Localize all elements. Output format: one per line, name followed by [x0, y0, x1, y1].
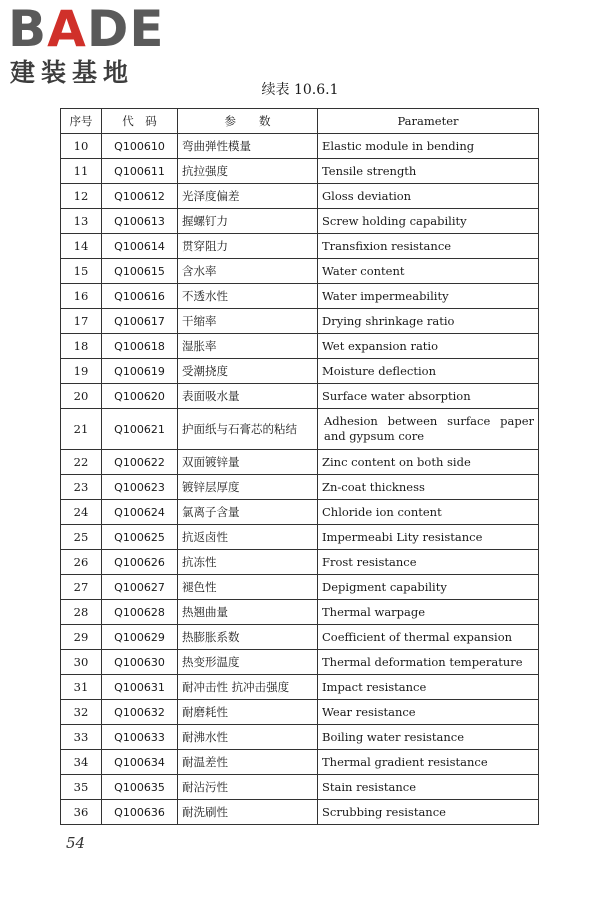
cell-parameter-en: Stain resistance — [318, 775, 539, 800]
cell-number: 25 — [61, 525, 102, 550]
cell-parameter-cn: 受潮挠度 — [178, 359, 318, 384]
cell-code: Q100614 — [102, 234, 178, 259]
table-caption: 续表 10.6.1 — [261, 82, 339, 98]
cell-parameter-cn: 氯离子含量 — [178, 500, 318, 525]
cell-code: Q100629 — [102, 625, 178, 650]
cell-parameter-cn: 褪色性 — [178, 575, 318, 600]
cell-code: Q100620 — [102, 384, 178, 409]
cell-parameter-cn: 耐磨耗性 — [178, 700, 318, 725]
logo-subtitle: 建装基地 — [10, 58, 135, 87]
cell-parameter-cn: 热变形温度 — [178, 650, 318, 675]
table-row — [61, 575, 539, 600]
logo-wordmark: BADE — [8, 0, 165, 58]
cell-number: 35 — [61, 775, 102, 800]
cell-number: 33 — [61, 725, 102, 750]
cell-code: Q100619 — [102, 359, 178, 384]
cell-number: 14 — [61, 234, 102, 259]
cell-parameter-cn: 抗拉强度 — [178, 159, 318, 184]
cell-parameter-en: Wet expansion ratio — [318, 334, 539, 359]
table-row — [61, 775, 539, 800]
cell-number: 36 — [61, 800, 102, 825]
cell-number: 26 — [61, 550, 102, 575]
cell-parameter-cn: 不透水性 — [178, 284, 318, 309]
cell-number: 15 — [61, 259, 102, 284]
cell-parameter-cn: 弯曲弹性模量 — [178, 134, 318, 159]
cell-parameter-cn: 耐温差性 — [178, 750, 318, 775]
cell-code: Q100610 — [102, 134, 178, 159]
cell-code: Q100611 — [102, 159, 178, 184]
cell-number: 17 — [61, 309, 102, 334]
cell-code: Q100623 — [102, 475, 178, 500]
header-parameter-en: Parameter — [318, 109, 539, 134]
cell-parameter-cn: 表面吸水量 — [178, 384, 318, 409]
cell-number: 19 — [61, 359, 102, 384]
cell-parameter-cn: 贯穿阻力 — [178, 234, 318, 259]
cell-parameter-cn: 热膨胀系数 — [178, 625, 318, 650]
cell-parameter-en: Frost resistance — [318, 550, 539, 575]
table-row — [61, 800, 539, 825]
cell-number: 30 — [61, 650, 102, 675]
cell-number: 18 — [61, 334, 102, 359]
cell-parameter-en: Adhesion between surface paper and gypsum core — [318, 409, 539, 450]
table-row — [61, 600, 539, 625]
table-row — [61, 475, 539, 500]
cell-parameter-cn: 双面镀锌量 — [178, 450, 318, 475]
cell-number: 23 — [61, 475, 102, 500]
cell-parameter-en: Impact resistance — [318, 675, 539, 700]
table-row — [61, 409, 539, 450]
table-row — [61, 234, 539, 259]
cell-number: 32 — [61, 700, 102, 725]
table-row — [61, 209, 539, 234]
cell-parameter-cn: 耐冲击性 抗冲击强度 — [178, 675, 318, 700]
table-row — [61, 700, 539, 725]
cell-number: 10 — [61, 134, 102, 159]
table-row — [61, 134, 539, 159]
cell-code: Q100621 — [102, 409, 178, 450]
cell-parameter-en: Wear resistance — [318, 700, 539, 725]
cell-code: Q100632 — [102, 700, 178, 725]
table-row — [61, 675, 539, 700]
cell-parameter-en: Zinc content on both side — [318, 450, 539, 475]
parameter-table — [60, 108, 539, 825]
table-row — [61, 184, 539, 209]
cell-code: Q100628 — [102, 600, 178, 625]
cell-parameter-en: Thermal deformation temperature — [318, 650, 539, 675]
cell-number: 20 — [61, 384, 102, 409]
cell-number: 34 — [61, 750, 102, 775]
cell-code: Q100616 — [102, 284, 178, 309]
cell-number: 27 — [61, 575, 102, 600]
table-row — [61, 159, 539, 184]
cell-parameter-en: Gloss deviation — [318, 184, 539, 209]
cell-code: Q100626 — [102, 550, 178, 575]
table-row — [61, 334, 539, 359]
table-row — [61, 259, 539, 284]
cell-parameter-cn: 湿胀率 — [178, 334, 318, 359]
cell-parameter-cn: 热翘曲量 — [178, 600, 318, 625]
cell-code: Q100634 — [102, 750, 178, 775]
cell-parameter-en: Boiling water resistance — [318, 725, 539, 750]
cell-parameter-en: Water impermeability — [318, 284, 539, 309]
cell-parameter-en: Thermal gradient resistance — [318, 750, 539, 775]
cell-parameter-en: Depigment capability — [318, 575, 539, 600]
cell-number: 24 — [61, 500, 102, 525]
cell-number: 13 — [61, 209, 102, 234]
table-row — [61, 550, 539, 575]
cell-parameter-cn: 耐沾污性 — [178, 775, 318, 800]
cell-parameter-cn: 护面纸与石膏芯的粘结 — [178, 409, 318, 450]
cell-code: Q100613 — [102, 209, 178, 234]
cell-parameter-en: Screw holding capability — [318, 209, 539, 234]
cell-code: Q100617 — [102, 309, 178, 334]
header-no: 序号 — [61, 109, 102, 134]
cell-number: 16 — [61, 284, 102, 309]
cell-code: Q100622 — [102, 450, 178, 475]
cell-parameter-en: Impermeabi Lity resistance — [318, 525, 539, 550]
cell-number: 21 — [61, 409, 102, 450]
cell-parameter-en: Moisture deflection — [318, 359, 539, 384]
cell-parameter-cn: 抗返卤性 — [178, 525, 318, 550]
cell-parameter-en: Scrubbing resistance — [318, 800, 539, 825]
cell-code: Q100618 — [102, 334, 178, 359]
cell-code: Q100631 — [102, 675, 178, 700]
table-row — [61, 284, 539, 309]
cell-number: 29 — [61, 625, 102, 650]
cell-parameter-en: Elastic module in bending — [318, 134, 539, 159]
cell-code: Q100612 — [102, 184, 178, 209]
cell-parameter-cn: 含水率 — [178, 259, 318, 284]
table-row — [61, 450, 539, 475]
table-body — [61, 134, 539, 825]
header-code: 代 码 — [102, 109, 178, 134]
cell-parameter-en: Zn-coat thickness — [318, 475, 539, 500]
cell-code: Q100635 — [102, 775, 178, 800]
cell-number: 11 — [61, 159, 102, 184]
cell-parameter-cn: 抗冻性 — [178, 550, 318, 575]
table-row — [61, 625, 539, 650]
table-row — [61, 750, 539, 775]
cell-parameter-en: Surface water absorption — [318, 384, 539, 409]
cell-parameter-en: Drying shrinkage ratio — [318, 309, 539, 334]
cell-number: 12 — [61, 184, 102, 209]
cell-number: 31 — [61, 675, 102, 700]
cell-code: Q100615 — [102, 259, 178, 284]
cell-parameter-cn: 镀锌层厚度 — [178, 475, 318, 500]
cell-code: Q100624 — [102, 500, 178, 525]
page-number: 54 — [66, 834, 86, 852]
cell-parameter-en: Water content — [318, 259, 539, 284]
cell-code: Q100630 — [102, 650, 178, 675]
cell-parameter-en: Tensile strength — [318, 159, 539, 184]
table-row — [61, 500, 539, 525]
bade-logo — [8, 0, 188, 88]
table-row — [61, 650, 539, 675]
cell-code: Q100633 — [102, 725, 178, 750]
cell-parameter-cn: 干缩率 — [178, 309, 318, 334]
cell-parameter-en: Transfixion resistance — [318, 234, 539, 259]
table-row — [61, 359, 539, 384]
cell-code: Q100636 — [102, 800, 178, 825]
table-header-row — [61, 109, 539, 134]
table-row — [61, 525, 539, 550]
cell-number: 22 — [61, 450, 102, 475]
cell-parameter-en: Chloride ion content — [318, 500, 539, 525]
cell-parameter-cn: 握螺钉力 — [178, 209, 318, 234]
cell-number: 28 — [61, 600, 102, 625]
cell-parameter-en: Thermal warpage — [318, 600, 539, 625]
table-row — [61, 725, 539, 750]
cell-parameter-en: Coefficient of thermal expansion — [318, 625, 539, 650]
cell-code: Q100627 — [102, 575, 178, 600]
table-row — [61, 384, 539, 409]
cell-parameter-cn: 光泽度偏差 — [178, 184, 318, 209]
table-row — [61, 309, 539, 334]
cell-code: Q100625 — [102, 525, 178, 550]
header-parameter-cn: 参 数 — [178, 109, 318, 134]
cell-parameter-cn: 耐洗刷性 — [178, 800, 318, 825]
cell-parameter-cn: 耐沸水性 — [178, 725, 318, 750]
